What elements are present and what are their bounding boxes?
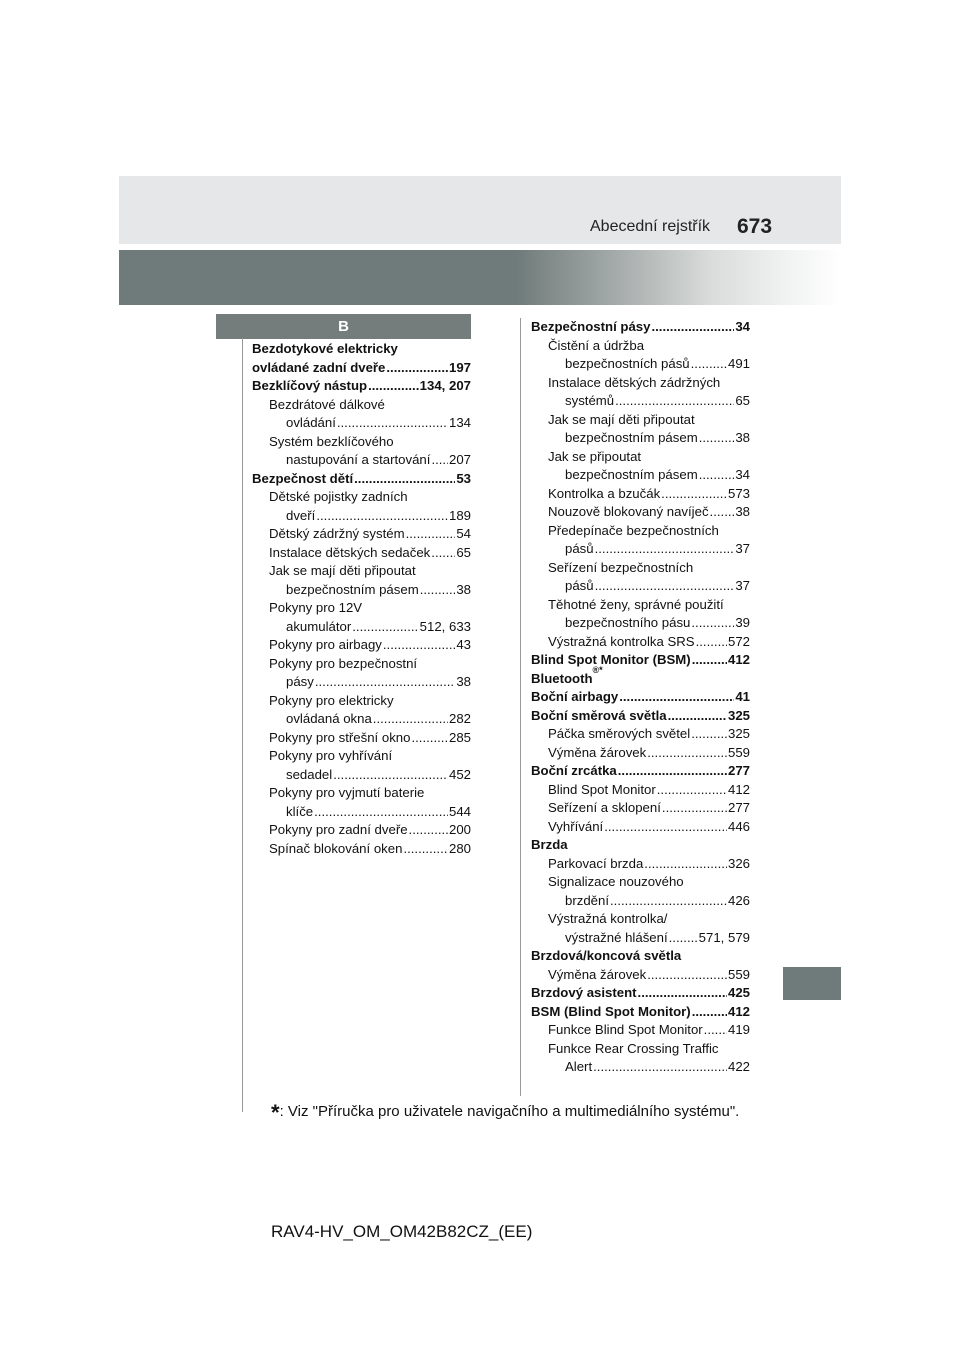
page-reference: 189 (448, 507, 471, 523)
entry-text: Výstražná kontrolka SRS (548, 633, 695, 649)
dot-leader (316, 507, 448, 526)
dot-leader (314, 803, 448, 822)
page-reference: 134, 207 (419, 378, 471, 393)
page-reference: 65 (735, 393, 750, 408)
dot-leader (593, 1058, 727, 1077)
dot-leader (411, 729, 448, 748)
entry-text: ovládané zadní dveře (252, 359, 386, 375)
page-reference: 544 (448, 803, 471, 819)
entry-text: Předepínače bezpečnostních (548, 522, 719, 538)
dot-leader (610, 892, 727, 911)
dot-leader (699, 429, 735, 448)
entry-text: Kontrolka a bzučák (548, 485, 661, 501)
page-reference: 282 (448, 711, 471, 726)
entry-text: Signalizace nouzového (548, 874, 684, 889)
entry-text: Dětské pojistky zadních (269, 489, 408, 504)
dot-leader (691, 614, 734, 633)
page-reference: 65 (456, 544, 471, 560)
index-subentry (252, 562, 471, 599)
index-entry (531, 707, 750, 726)
dot-leader (644, 855, 727, 874)
entry-text: Jak se mají děti připoutat (548, 411, 695, 427)
entry-text: dveří (286, 507, 316, 523)
entry-text: Pokyny pro střešní okno (269, 729, 411, 745)
page-reference: 54 (456, 526, 471, 541)
column-divider-left (242, 338, 243, 1112)
entry-text: Funkce Rear Crossing Traffic (548, 1040, 719, 1056)
index-subentry (531, 522, 750, 559)
index-entry (531, 984, 750, 1003)
index-subentry (252, 488, 471, 525)
page-reference: 43 (456, 637, 471, 652)
entry-text: Brzda (531, 837, 568, 852)
entry-text: pásů (565, 541, 594, 556)
index-subentry (252, 636, 471, 655)
dot-leader (354, 470, 455, 489)
entry-text: Bezpečnost dětí (252, 470, 354, 486)
document-id: RAV4-HV_OM_OM42B82CZ_(EE) (271, 1222, 533, 1241)
page-reference: 41 (735, 689, 750, 704)
dot-leader (615, 392, 734, 411)
dot-leader (604, 818, 727, 837)
page-reference: 452 (448, 766, 471, 782)
page-reference: 572 (727, 633, 750, 649)
entry-text: Bezpečnostní pásy (531, 319, 651, 334)
column-divider-right (520, 318, 521, 1096)
index-subentry (531, 725, 750, 744)
index-subentry (531, 1021, 750, 1040)
page-reference: 512, 633 (419, 618, 471, 634)
header-top-bar (119, 176, 841, 244)
entry-text: Instalace dětských sedaček (269, 544, 431, 560)
entry-text: Jak se připoutat (548, 448, 642, 464)
index-letter-header: B (216, 314, 471, 339)
page-reference: 38 (456, 674, 471, 689)
entry-text: Pokyny pro 12V (269, 600, 363, 615)
index-entry (531, 836, 750, 855)
dot-leader (647, 966, 727, 985)
entry-text: brzdění (565, 892, 609, 908)
index-subentry (531, 485, 750, 504)
index-subentry (531, 781, 750, 800)
index-entry (252, 340, 471, 377)
page-reference: 573 (727, 485, 750, 501)
index-subentry (531, 411, 750, 448)
page-reference: 571, 579 (698, 929, 750, 945)
entry-text: Nouzově blokovaný navíječ (548, 504, 709, 519)
entry-text: Alert (565, 1059, 593, 1074)
footnote-marker: * (271, 1100, 280, 1125)
index-subentry (252, 729, 471, 748)
index-column-right (531, 318, 750, 1077)
dot-leader (662, 799, 727, 818)
index-entry (252, 470, 471, 489)
page-reference: 38 (456, 581, 471, 597)
page-reference: 200 (448, 822, 471, 837)
entry-text: Boční airbagy (531, 689, 619, 704)
entry-text: bezpečnostního pásu (565, 615, 691, 630)
index-subentry (531, 503, 750, 522)
entry-text: Vyhřívání (548, 818, 604, 834)
entry-text: Bezdrátové dálkové (269, 396, 385, 412)
entry-text: ovládaná okna (286, 711, 372, 726)
dot-leader (647, 744, 727, 763)
index-entry (252, 377, 471, 396)
entry-text: pásů (565, 578, 594, 593)
index-subentry (531, 374, 750, 411)
page-reference: 425 (727, 985, 750, 1000)
index-subentry (531, 744, 750, 763)
page-reference: 426 (727, 892, 750, 908)
dot-leader (657, 781, 727, 800)
page-reference: 446 (727, 818, 750, 834)
index-subentry (252, 821, 471, 840)
entry-text: Páčka směrových světel (548, 726, 691, 741)
dot-leader (595, 540, 735, 559)
index-subentry (531, 799, 750, 818)
dot-leader (337, 414, 448, 433)
page-reference: 37 (735, 541, 750, 556)
index-subentry (531, 818, 750, 837)
page-reference: 38 (735, 504, 750, 519)
index-subentry (531, 966, 750, 985)
index-subentry (252, 433, 471, 470)
entry-text: Dětský zádržný systém (269, 526, 405, 541)
dot-leader (403, 840, 448, 859)
entry-text: klíče (286, 803, 314, 819)
index-entry (531, 947, 750, 966)
index-subentry (531, 910, 750, 947)
dot-leader (691, 355, 727, 374)
dot-leader (373, 710, 448, 729)
section-title: Abecední rejstřík (590, 218, 711, 235)
page-reference: 197 (448, 359, 471, 375)
index-column-left (252, 340, 471, 858)
entry-text: pásy (286, 674, 314, 689)
dot-leader (409, 821, 448, 840)
index-entry (531, 688, 750, 707)
page-reference: 491 (727, 356, 750, 371)
page-reference: 34 (735, 319, 750, 334)
entry-text: Výstražná kontrolka/ (548, 911, 668, 926)
dot-leader (618, 762, 727, 781)
entry-text: Boční zrcátka (531, 763, 617, 778)
page-reference: 326 (727, 855, 750, 871)
dot-leader (333, 766, 448, 785)
entry-text: Pokyny pro vyhřívání (269, 748, 393, 763)
entry-text: akumulátor (286, 618, 352, 634)
index-subentry (252, 655, 471, 692)
entry-text: Brzdová/koncová světla (531, 948, 682, 963)
entry-text: Boční směrová světla (531, 707, 667, 723)
page-reference: 559 (727, 966, 750, 982)
page-reference: 37 (735, 578, 750, 593)
page-reference: 277 (727, 800, 750, 815)
entry-text: Jak se mají děti připoutat (269, 563, 416, 578)
index-subentry (252, 525, 471, 544)
entry-text: Seřízení a sklopení (548, 800, 661, 815)
dot-leader (386, 359, 448, 378)
page-reference: 285 (448, 729, 471, 745)
dot-leader (651, 318, 734, 337)
page-reference: 412 (727, 652, 750, 667)
entry-text: systémů (565, 393, 615, 408)
dot-leader (368, 377, 419, 396)
entry-text: Pokyny pro airbagy (269, 637, 382, 652)
entry-text: Výměna žárovek (548, 744, 647, 760)
index-subentry (531, 633, 750, 652)
index-subentry (531, 873, 750, 910)
entry-text: Funkce Blind Spot Monitor (548, 1022, 703, 1037)
page-reference: 134 (448, 415, 471, 430)
dot-leader (406, 525, 456, 544)
dot-leader (595, 577, 735, 596)
entry-text: bezpečnostním pásem (565, 430, 698, 445)
entry-text: Bezklíčový nástup (252, 378, 368, 393)
entry-text: Těhotné ženy, správné použití (548, 596, 724, 612)
page-reference: 559 (727, 744, 750, 760)
dot-leader (691, 725, 727, 744)
footnote (271, 1100, 739, 1126)
index-subentry (252, 840, 471, 859)
dot-leader (420, 581, 456, 600)
page-reference: 412 (727, 781, 750, 797)
index-entry (531, 664, 750, 689)
entry-text: Parkovací brzda (548, 855, 644, 871)
page-reference: 325 (727, 726, 750, 741)
dot-leader (710, 503, 735, 522)
entry-text: BSM (Blind Spot Monitor) (531, 1003, 691, 1019)
entry-text: Instalace dětských zádržných (548, 374, 721, 390)
page-reference: 53 (456, 470, 471, 486)
page-reference: 38 (735, 430, 750, 445)
entry-text: bezpečnostních pásů (565, 356, 690, 371)
dot-leader (431, 544, 455, 563)
dot-leader (669, 929, 698, 948)
dot-leader (431, 451, 448, 470)
index-subentry (531, 559, 750, 596)
page-reference: 277 (727, 763, 750, 778)
index-subentry (252, 599, 471, 636)
page-reference: 39 (735, 615, 750, 630)
page-reference: 412 (727, 1003, 750, 1019)
index-subentry (531, 337, 750, 374)
index-subentry (252, 784, 471, 821)
entry-text: Brzdový asistent (531, 985, 637, 1000)
entry-text: Blind Spot Monitor (548, 781, 656, 797)
entry-superscript: ®* (592, 664, 603, 675)
side-thumb-tab (783, 967, 841, 1000)
entry-text: Výměna žárovek (548, 966, 647, 982)
entry-text: Blind Spot Monitor (BSM) (531, 652, 691, 667)
entry-text: sedadel (286, 766, 333, 782)
entry-text: nastupování a startování (286, 452, 431, 467)
index-subentry (531, 448, 750, 485)
index-entry (531, 318, 750, 337)
index-subentry (252, 747, 471, 784)
index-entry (531, 651, 750, 670)
entry-text: Seřízení bezpečnostních (548, 559, 694, 575)
entry-text: bezpečnostním pásem (565, 467, 698, 482)
page-reference: 207 (448, 452, 471, 467)
entry-text: Spínač blokování oken (269, 840, 403, 856)
entry-text: Pokyny pro zadní dveře (269, 822, 408, 837)
dot-leader (696, 633, 727, 652)
dot-leader (352, 618, 418, 637)
dot-leader (661, 485, 727, 504)
dot-leader (383, 636, 455, 655)
entry-text: výstražné hlášení (565, 929, 668, 945)
dot-leader (699, 466, 735, 485)
dot-leader (619, 688, 734, 707)
index-subentry (531, 855, 750, 874)
index-subentry (531, 1040, 750, 1077)
entry-text: Čistění a údržba (548, 337, 645, 353)
index-entry (531, 762, 750, 781)
entry-text: Systém bezklíčového (269, 433, 394, 449)
page-reference: 419 (727, 1022, 750, 1037)
footnote-text: : Viz "Příručka pro uživatele navigačního a multimediálního systému". (279, 1103, 740, 1120)
page-number: 673 (737, 215, 773, 238)
entry-text: Pokyny pro bezpečnostní (269, 655, 418, 671)
entry-text: Bezdotykové elektricky (252, 341, 398, 356)
index-subentry (252, 396, 471, 433)
entry-text: bezpečnostním pásem (286, 581, 419, 597)
entry-text: Bluetooth (531, 670, 593, 686)
dot-leader (668, 707, 727, 726)
index-subentry (531, 596, 750, 633)
page-reference: 325 (727, 707, 750, 723)
page-reference: 280 (448, 840, 471, 856)
index-subentry (252, 544, 471, 563)
entry-text: Pokyny pro elektricky (269, 692, 394, 708)
page-reference: 422 (727, 1059, 750, 1074)
dot-leader (692, 651, 727, 670)
entry-text: Pokyny pro vyjmutí baterie (269, 785, 425, 800)
header-gradient-band (119, 250, 841, 305)
index-subentry (252, 692, 471, 729)
index-entry (531, 1003, 750, 1022)
entry-text: ovládání (286, 415, 336, 430)
dot-leader (692, 1003, 727, 1022)
dot-leader (638, 984, 727, 1003)
dot-leader (315, 673, 455, 692)
page-reference: 34 (735, 467, 750, 482)
dot-leader (704, 1021, 727, 1040)
